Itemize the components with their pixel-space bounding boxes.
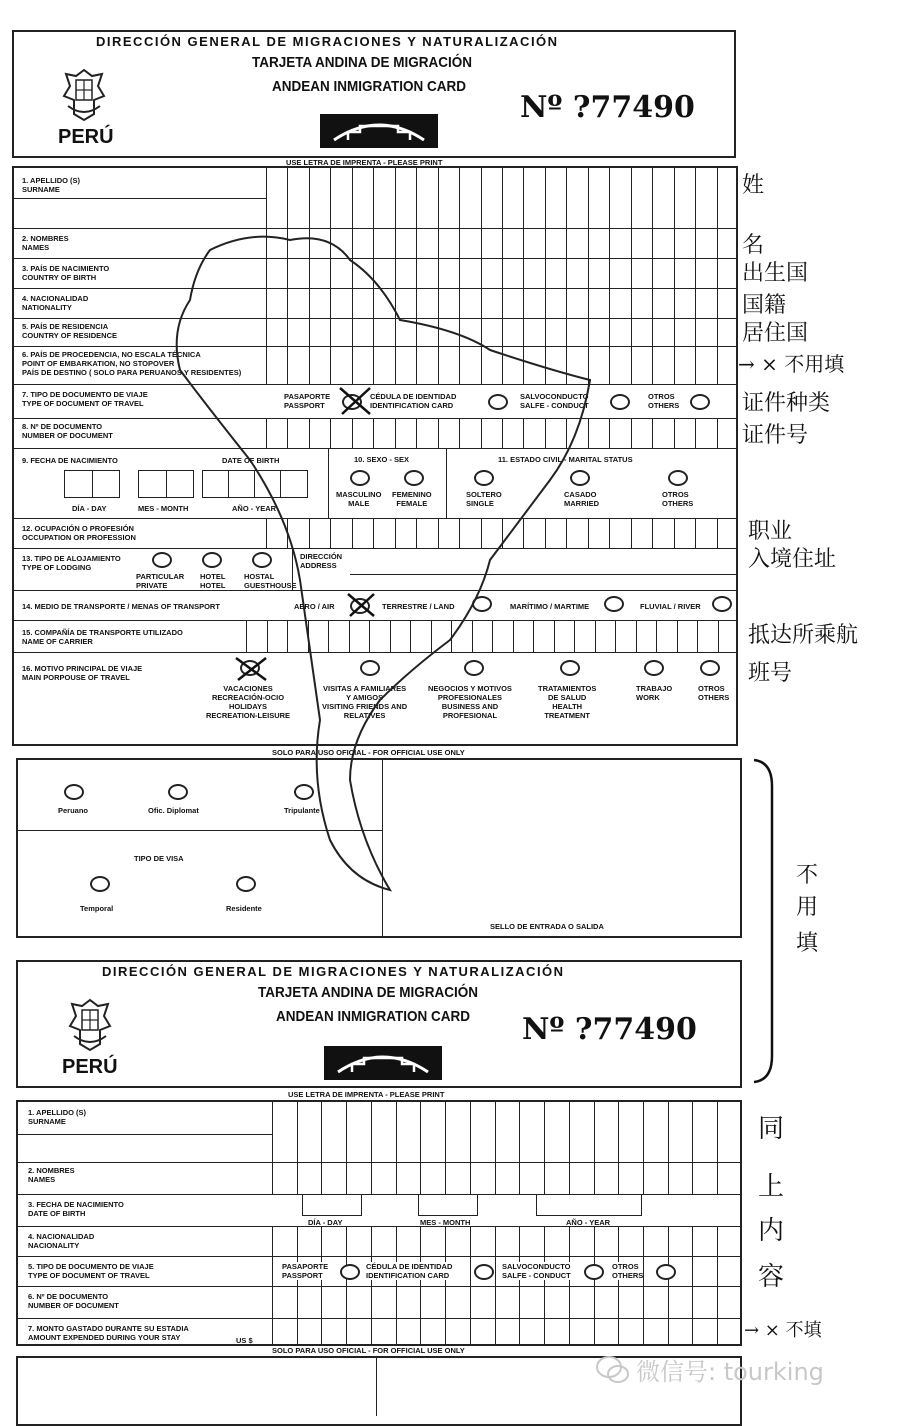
official-crew-label: Tripulante (284, 806, 320, 815)
grid-bottom-names (272, 1100, 742, 1194)
official-resident-radio[interactable] (236, 876, 256, 892)
letter-cell[interactable] (631, 518, 652, 548)
letter-cell[interactable] (717, 518, 738, 548)
official-peruano-label: Peruano (58, 806, 89, 815)
bottom-dob-year-box[interactable] (536, 1194, 642, 1216)
top-country-label: PERÚ (58, 126, 114, 148)
sex-female-label: FEMENINO FEMALE (392, 490, 432, 508)
annotation-same-3: 内 (758, 1216, 785, 1246)
label-purpose: 16. MOTIVO PRINCIPAL DE VIAJE MAIN PORPOUSE OF TRAVEL (22, 664, 143, 682)
peru-crest-icon (64, 996, 116, 1052)
letter-cell[interactable] (697, 620, 718, 652)
official-visa-type-label: TIPO DE VISA (134, 854, 184, 863)
official-crew-radio[interactable] (294, 784, 314, 800)
top-official-section (16, 758, 742, 938)
annotation-flight-2: 班号 (748, 661, 793, 686)
letter-cell[interactable] (272, 1100, 297, 1194)
top-card-number: Nº ?77490 (520, 90, 695, 125)
lodging-guesthouse-label: HOSTAL GUESTHOUSE (244, 572, 297, 590)
official-temporal-label: Temporal (80, 904, 114, 913)
official-diplomat-radio[interactable] (168, 784, 188, 800)
official-resident-label: Residente (226, 904, 262, 913)
label-point-of-embarkation: 6. PAÍS DE PROCEDENCIA, NO ESCALA TÉCNICA POINT OF EMBARKATION, NO STOPOVER PAÍS DE DESTINO ( SOLO PARA PERUANOS Y RESIDENTES) (22, 350, 242, 377)
letter-cell[interactable] (695, 418, 716, 448)
letter-cell[interactable] (674, 518, 695, 548)
peru-crest-icon (58, 66, 110, 122)
watermark (596, 1352, 824, 1387)
passport-option-label: PASAPORTE PASSPORT (284, 392, 331, 410)
purpose-other-radio[interactable] (700, 660, 720, 676)
annotation-occupation: 职业 (748, 519, 793, 544)
letter-cell[interactable] (631, 166, 652, 384)
bottom-label-names: 2. NOMBRES NAMES (28, 1166, 75, 1184)
letter-cell[interactable] (346, 1100, 371, 1194)
annotation-name: 名 (742, 233, 765, 258)
label-nationality: 4. NACIONALIDAD NATIONALITY (22, 294, 89, 312)
letter-cell[interactable] (420, 1100, 445, 1194)
label-date-of-birth: 9. FECHA DE NACIMIENTO (22, 456, 118, 465)
top-card-title-es: TARJETA ANDINA DE MIGRACIÓN (252, 54, 473, 71)
purpose-work-label: TRABAJO WORK (636, 684, 673, 702)
letter-cell[interactable] (652, 166, 673, 384)
watermark-text: 微信号: tourking (636, 1358, 824, 1386)
annotation-no-fill-2: 用 (796, 895, 819, 920)
purpose-family-label: VISITAS A FAMILIARES Y AMIGOS VISITING FRIENDS AND RELATIVES (322, 684, 408, 720)
letter-cell[interactable] (717, 1100, 742, 1194)
bottom-card-title-es: TARJETA ANDINA DE MIGRACIÓN (258, 984, 479, 1001)
other-doc-radio[interactable] (690, 394, 710, 410)
top-print-note: USE LETRA DE IMPRENTA - PLEASE PRINT (286, 158, 443, 167)
label-document-number: 8. Nº DE DOCUMENTO NUMBER OF DOCUMENT (22, 422, 113, 440)
annotation-same-1: 同 (758, 1114, 785, 1144)
annotation-skip-field-6: → × 不用填 (738, 352, 845, 376)
label-document-type: 7. TIPO DE DOCUMENTO DE VIAJE TYPE OF DOCUMENT OF TRAVEL (22, 390, 148, 408)
label-occupation: 12. OCUPACIÓN O PROFESIÓN OCCUPATION OR PROFESSION (22, 524, 136, 542)
dob-year-label: AÑO - YEAR (232, 504, 277, 513)
letter-cell[interactable] (636, 620, 657, 652)
label-country-of-residence: 5. PAÍS DE RESIDENCIA COUNTRY OF RESIDENCE (22, 322, 118, 340)
transport-sea-label: MARÍTIMO / MARTIME (510, 602, 590, 611)
bottom-official-note: SOLO PARA USO OFICIAL - FOR OFFICIAL USE ONLY (272, 1346, 465, 1355)
letter-cell[interactable] (677, 620, 698, 652)
marital-other-radio[interactable] (668, 470, 688, 486)
bottom-other-doc-label: OTROS OTHERS (612, 1262, 644, 1280)
andean-logo-icon (320, 114, 438, 148)
letter-cell[interactable] (371, 1100, 396, 1194)
marital-married-label: CASADO MARRIED (564, 490, 599, 508)
purpose-health-label: TRATAMIENTOS DE SALUD HEALTH TREATMENT (538, 684, 597, 720)
bottom-dob-month-box[interactable] (418, 1194, 478, 1216)
letter-cell[interactable] (695, 166, 716, 384)
letter-cell[interactable] (445, 1100, 470, 1194)
bottom-label-document-number: 6. Nº DE DOCUMENTO NUMBER OF DOCUMENT (28, 1292, 119, 1310)
top-agency-title: DIRECCIÓN GENERAL DE MIGRACIONES Y NATURALIZACIÓN (96, 34, 559, 49)
letter-cell[interactable] (643, 1100, 668, 1194)
annotation-skip-field-7: → × 不填 (744, 1320, 822, 1341)
letter-cell[interactable] (695, 518, 716, 548)
bottom-card-title-en: ANDEAN INMIGRATION CARD (276, 1008, 470, 1025)
marital-other-label: OTROS OTHERS (662, 490, 694, 508)
label-carrier: 15. COMPAÑÍA DE TRANSPORTE UTILIZADO NAME OF CARRIER (22, 628, 183, 646)
bottom-label-date-of-birth: 3. FECHA DE NACIMIENTO DATE OF BIRTH (28, 1200, 124, 1218)
annotation-document-type: 证件种类 (742, 391, 831, 416)
bottom-label-nationality: 4. NACIONALIDAD NACIONALITY (28, 1232, 95, 1250)
letter-cell[interactable] (297, 1100, 322, 1194)
label-marital-status: 11. ESTADO CIVIL - MARITAL STATUS (498, 455, 633, 464)
bracket-icon (750, 756, 780, 1086)
bottom-label-document-type: 5. TIPO DE DOCUMENTO DE VIAJE TYPE OF DOCUMENT OF TRAVEL (28, 1262, 154, 1280)
bottom-other-doc-radio[interactable] (656, 1264, 676, 1280)
bottom-card-number: Nº ?77490 (522, 1012, 697, 1047)
annotation-address: 入境住址 (748, 547, 837, 572)
bottom-safe-conduct-radio[interactable] (584, 1264, 604, 1280)
label-date-of-birth-en: DATE OF BIRTH (222, 456, 280, 465)
bottom-dob-day-box[interactable] (302, 1194, 362, 1216)
purpose-other-label: OTROS OTHERS (698, 684, 730, 702)
annotation-birth-country: 出生国 (742, 261, 809, 286)
bottom-dob-year-label: AÑO - YEAR (566, 1218, 611, 1227)
official-peruano-radio[interactable] (64, 784, 84, 800)
dob-day-label: DÍA - DAY (72, 504, 107, 513)
lodging-address-label: DIRECCIÓN ADDRESS (300, 552, 343, 570)
lodging-private-label: PARTICULAR PRIVATE (136, 572, 185, 590)
letter-cell[interactable] (631, 418, 652, 448)
purpose-holidays-label: VACACIONES RECREACIÓN-OCIO HOLIDAYS RECREATION-LEISURE (206, 684, 291, 720)
top-official-note: SOLO PARA USO OFICIAL - FOR OFFICIAL USE ONLY (272, 748, 465, 757)
bottom-dob-month-label: MES - MONTH (420, 1218, 471, 1227)
purpose-business-label: NEGOCIOS Y MOTIVOS PROFESIONALES BUSINESS AND PROFESIONAL (428, 684, 512, 720)
annotation-surname: 姓 (742, 173, 765, 198)
wechat-icon (596, 1355, 630, 1385)
letter-cell[interactable] (674, 418, 695, 448)
letter-cell[interactable] (594, 1100, 619, 1194)
bottom-safe-conduct-label: SALVOCONDUCTO SALFE - CONDUCT (502, 1262, 571, 1280)
official-stamp-label: SELLO DE ENTRADA O SALIDA (490, 922, 604, 931)
letter-cell[interactable] (652, 418, 673, 448)
letter-cell[interactable] (652, 518, 673, 548)
letter-cell[interactable] (656, 620, 677, 652)
annotation-document-number: 证件号 (742, 423, 809, 448)
transport-air-label: AERO / AIR (294, 602, 335, 611)
letter-cell[interactable] (615, 620, 636, 652)
bottom-country-label: PERÚ (62, 1056, 118, 1078)
sex-male-label: MASCULINO MALE (336, 490, 382, 508)
other-doc-option-label: OTROS OTHERS (648, 392, 680, 410)
bottom-agency-title: DIRECCIÓN GENERAL DE MIGRACIONES Y NATURALIZACIÓN (102, 964, 565, 979)
transport-river-radio[interactable] (712, 596, 732, 612)
id-card-option-label: CÉDULA DE IDENTIDAD IDENTIFICATION CARD (370, 392, 457, 410)
label-country-of-birth: 3. PAÍS DE NACIMIENTO COUNTRY OF BIRTH (22, 264, 110, 282)
letter-cell[interactable] (718, 620, 739, 652)
letter-cell[interactable] (321, 1100, 346, 1194)
annotation-no-fill-1: 不 (796, 863, 819, 888)
lodging-hotel-label: HOTEL HOTEL (200, 572, 226, 590)
letter-cell[interactable] (569, 1100, 594, 1194)
annotation-residence: 居住国 (742, 321, 809, 346)
official-diplomat-label: Ofic. Diplomat (148, 806, 199, 815)
bottom-dob-day-label: DÍA - DAY (308, 1218, 343, 1227)
letter-cell[interactable] (609, 418, 630, 448)
letter-cell[interactable] (668, 1100, 693, 1194)
dob-month-label: MES - MONTH (138, 504, 189, 513)
annotation-same-2: 上 (758, 1172, 785, 1202)
letter-cell[interactable] (470, 1100, 495, 1194)
safe-conduct-radio[interactable] (610, 394, 630, 410)
transport-land-label: TERRESTRE / LAND (382, 602, 455, 611)
letter-cell[interactable] (692, 1100, 717, 1194)
label-lodging: 13. TIPO DE ALOJAMIENTO TYPE OF LODGING (22, 554, 121, 572)
label-sex: 10. SEXO - SEX (354, 455, 410, 464)
letter-cell[interactable] (544, 1100, 569, 1194)
label-surname: 1. APELLIDO (S) SURNAME (22, 176, 81, 194)
marital-single-label: SOLTERO SINGLE (466, 490, 502, 508)
purpose-work-radio[interactable] (644, 660, 664, 676)
bottom-print-note: USE LETRA DE IMPRENTA - PLEASE PRINT (288, 1090, 445, 1099)
label-transport: 14. MEDIO DE TRANSPORTE / MENAS OF TRANSPORT (22, 602, 220, 611)
annotation-no-fill-3: 填 (796, 931, 819, 956)
bottom-label-surname: 1. APELLIDO (S) SURNAME (28, 1108, 87, 1126)
annotation-same-4: 容 (758, 1262, 785, 1292)
official-temporal-radio[interactable] (90, 876, 110, 892)
letter-cell[interactable] (609, 166, 630, 384)
annotation-nationality: 国籍 (742, 293, 787, 318)
bottom-id-card-radio[interactable] (474, 1264, 494, 1280)
bottom-passport-label: PASAPORTE PASSPORT (282, 1262, 329, 1280)
transport-river-label: FLUVIAL / RIVER (640, 602, 701, 611)
letter-cell[interactable] (396, 1100, 421, 1194)
letter-cell[interactable] (618, 1100, 643, 1194)
andean-logo-icon (324, 1046, 442, 1080)
letter-cell[interactable] (717, 166, 738, 384)
letter-cell[interactable] (674, 166, 695, 384)
bottom-usd-label: US $ (236, 1336, 253, 1345)
bottom-id-card-label: CÉDULA DE IDENTIDAD IDENTIFICATION CARD (366, 1262, 453, 1280)
annotation-flight: 抵达所乘航 (748, 623, 859, 648)
letter-cell[interactable] (609, 518, 630, 548)
letter-cell[interactable] (495, 1100, 520, 1194)
bottom-label-amount-spent: 7. MONTO GASTADO DURANTE SU ESTADIA AMOUNT EXPENDED DURING YOUR STAY (28, 1324, 189, 1342)
top-card-title-en: ANDEAN INMIGRATION CARD (272, 78, 466, 95)
safe-conduct-option-label: SALVOCONDUCTO SALFE - CONDUCT (520, 392, 589, 410)
letter-cell[interactable] (717, 418, 738, 448)
label-names: 2. NOMBRES NAMES (22, 234, 69, 252)
bottom-passport-radio[interactable] (340, 1264, 360, 1280)
letter-cell[interactable] (519, 1100, 544, 1194)
